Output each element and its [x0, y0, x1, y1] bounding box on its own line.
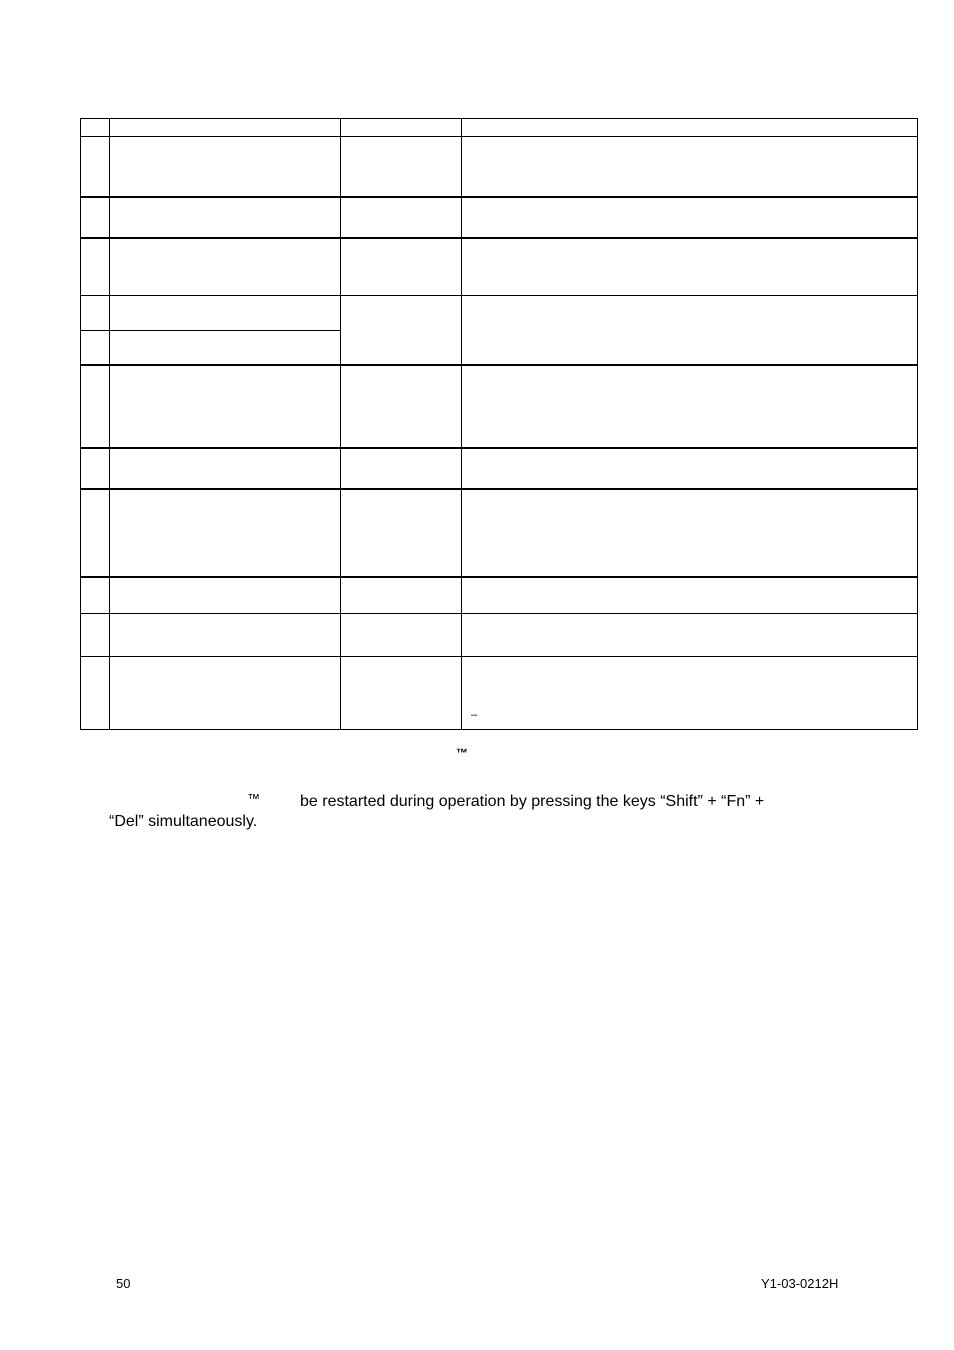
table-note-trademark: ™ [456, 746, 468, 760]
paragraph-line-2: “Del” simultaneously. [109, 813, 258, 830]
footer-page-number: 50 [116, 1276, 131, 1291]
paragraph-line-1: be restarted during operation by pressing the keys “Shift” + “Fn” + [300, 793, 765, 810]
paragraph-trademark: ™ [247, 791, 260, 806]
table-last-row-mark: – [471, 709, 478, 721]
footer-doc-id: Y1-03-0212H [761, 1276, 839, 1291]
